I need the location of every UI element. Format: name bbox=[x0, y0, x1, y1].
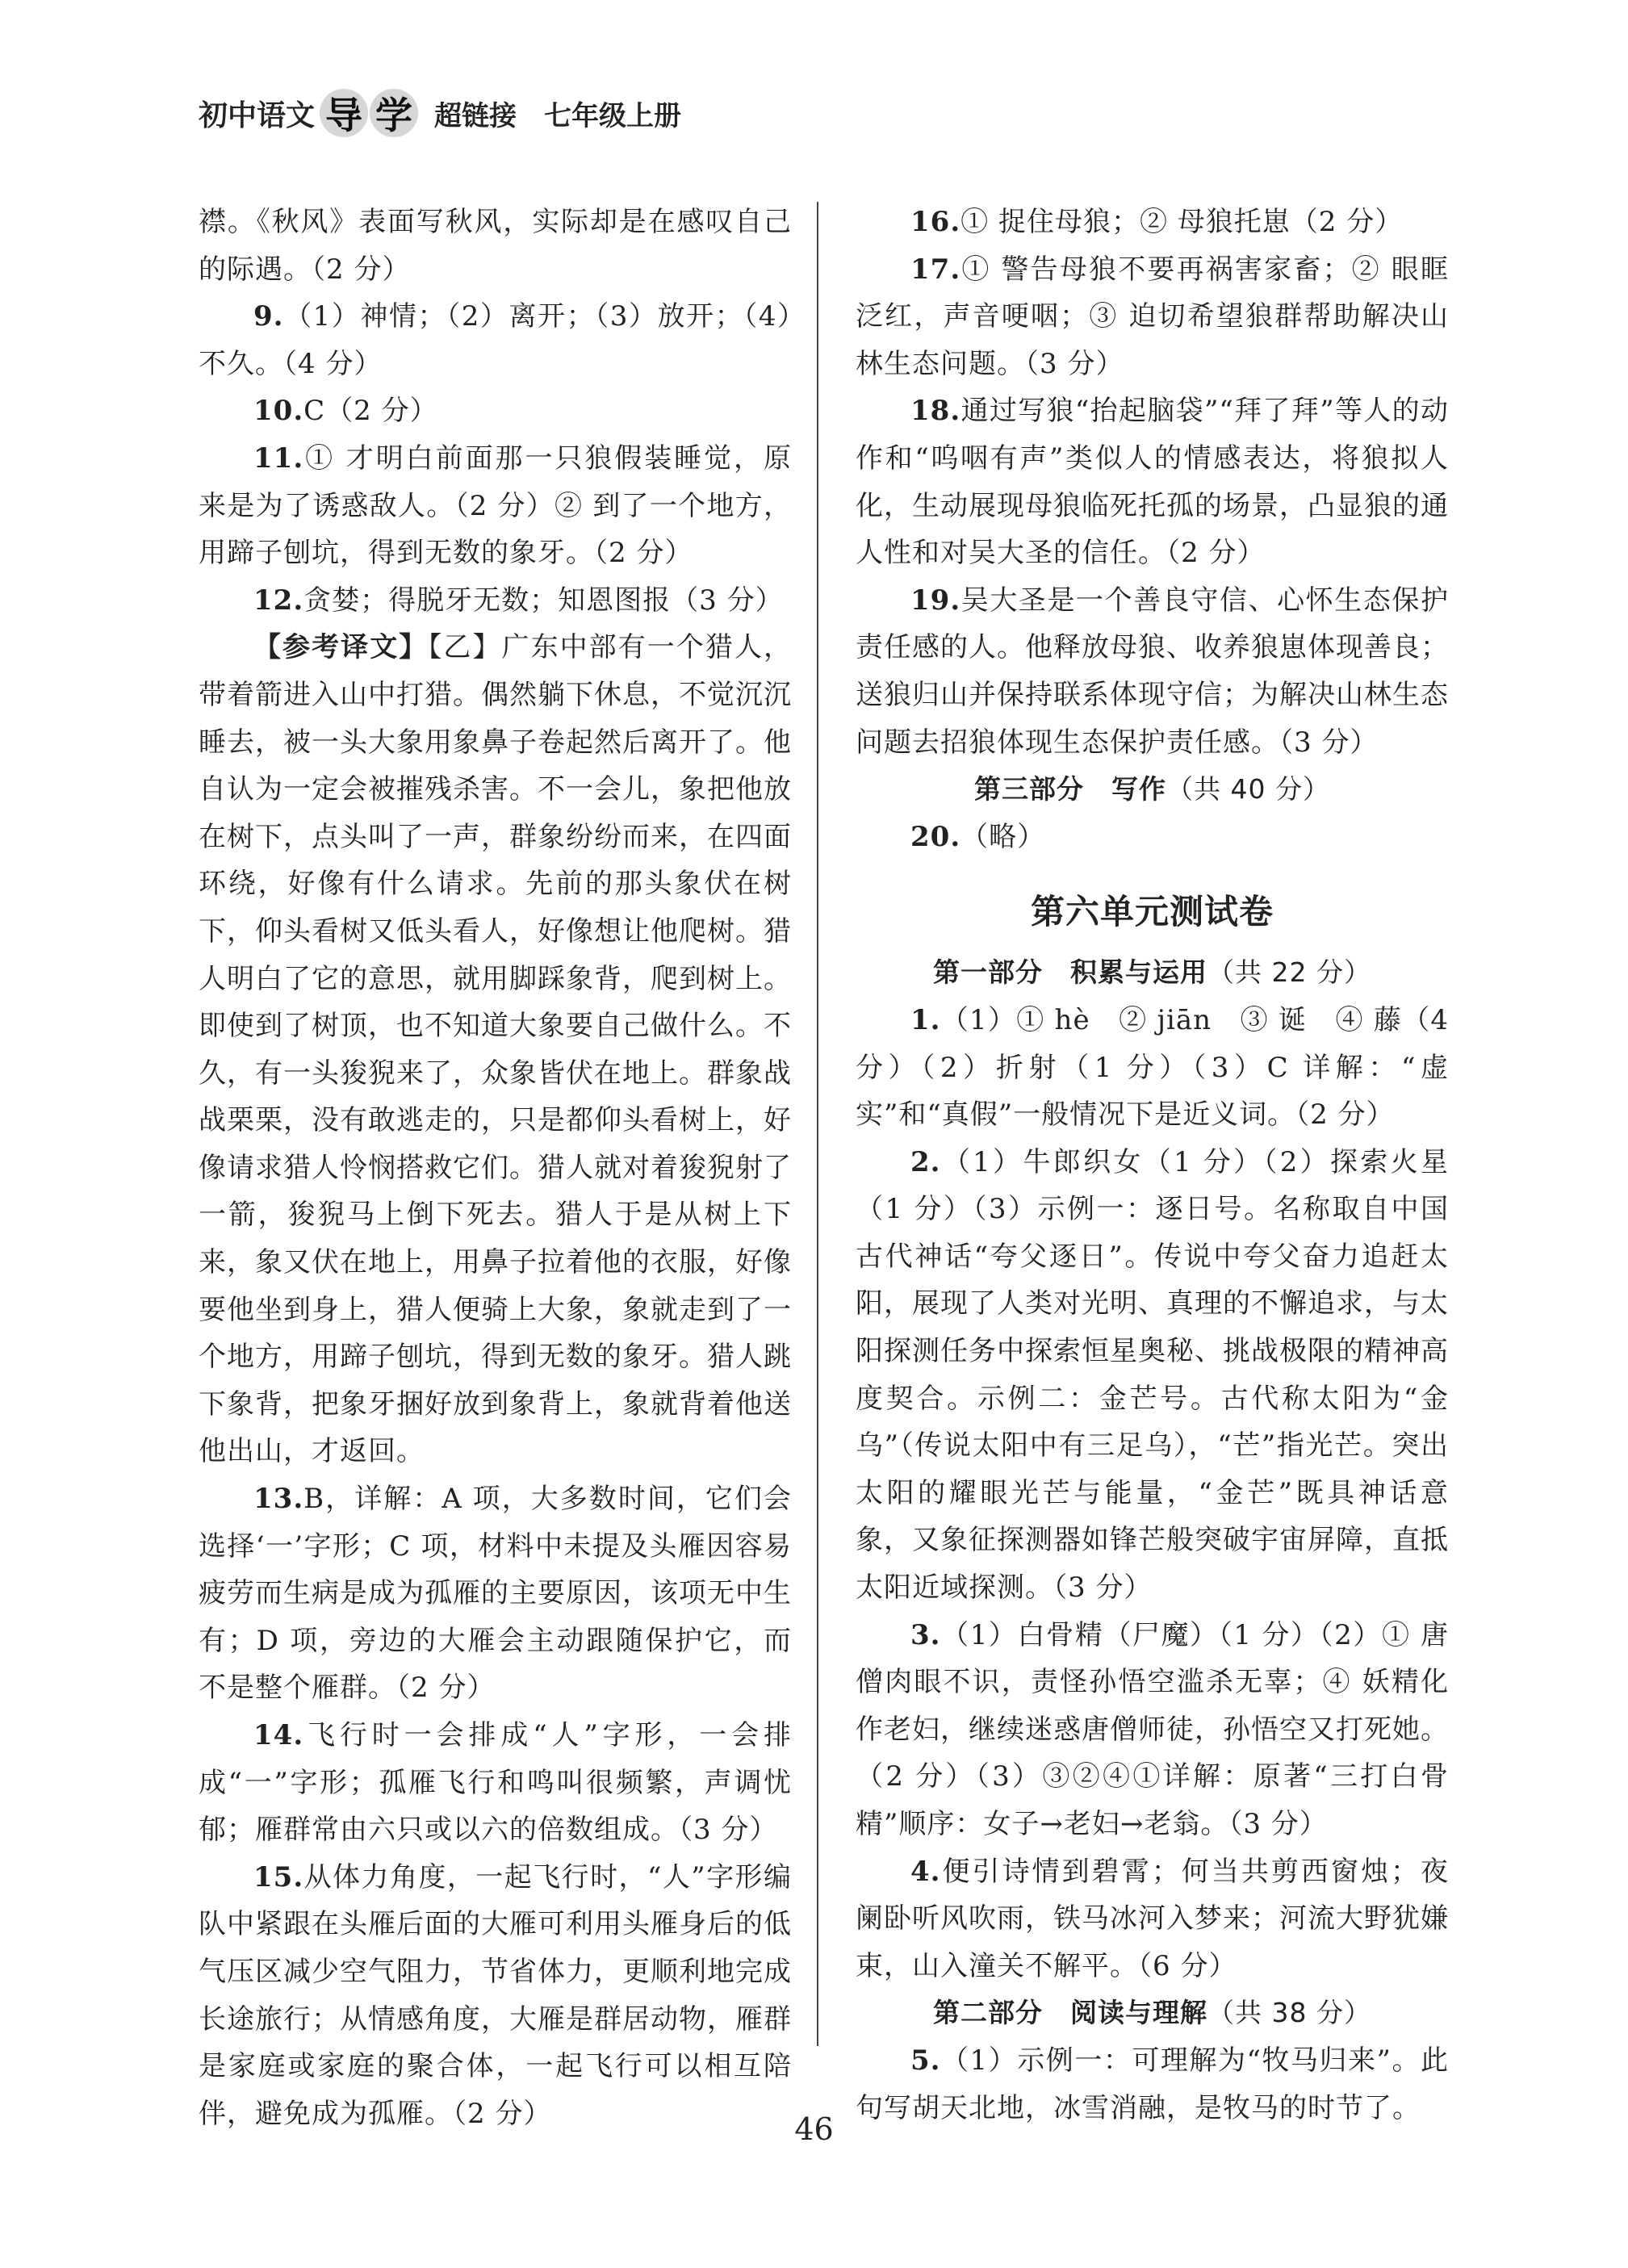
header-circle-xue: 学 bbox=[370, 89, 418, 137]
page-number: 46 bbox=[794, 2111, 834, 2147]
answer-item: 4.便引诗情到碧霄；何当共剪西窗烛；夜阑卧听风吹雨，铁马冰河入梦来；河流大野犹嫌束，山入潼关不解平。（6 分） bbox=[856, 1855, 1449, 1982]
answer-item: 9.（1）神情；（2）离开；（3）放开；（4）不久。（4 分） bbox=[199, 300, 792, 380]
header-series: 超链接 bbox=[434, 99, 517, 132]
answer-item: 10.C（2 分） bbox=[253, 395, 438, 428]
answer-item: 11.① 才明白前面那一只狼假装睡觉，原来是为了诱惑敌人。（2 分）② 到了一个地方，用蹄子刨坑，得到无数的象牙。（2 分） bbox=[199, 441, 792, 570]
answer-item: 5.（1）示例一：可理解为“牧马归来”。此句写胡天北地，冰雪消融，是牧马的时节了。 bbox=[856, 2044, 1449, 2124]
header-subject: 初中语文 bbox=[199, 98, 316, 132]
answer-item: 2.（1）牛郎织女（1 分）（2）探索火星（1 分）（3）示例一：逐日号。名称取自中国古代神话“夸父逐日”。传说中夸父奋力追赶太阳，展现了人类对光明、真理的不懈追求，与太阳探测任务中探索恒星奥秘、挑战极限的精神高度契合。示例二：金芒号。古代称太阳为“金乌”（传说太阳中有三足乌），“芒”指光芒。突出太阳的耀眼光芒与能量，“金芒”既具神话意象，又象征探测器如锋芒般突破宇宙屏障，直抵太阳近域探测。（3 分） bbox=[856, 1145, 1449, 1605]
answer-item: 3.（1）白骨精（尸魔）（1 分）（2）① 唐僧肉眼不识，责怪孙悟空滥杀无辜；④ 妖精化作老妇，继续迷惑唐僧师徒，孙悟空又打死她。（2 分）（3）③②④①详解：原著“三打白骨精”顺序：女子→老妇→老翁。（3 分） bbox=[856, 1618, 1449, 1840]
header-grade: 七年级上册 bbox=[544, 99, 682, 132]
left-column bbox=[199, 199, 792, 2137]
answer-item: 14.飞行时一会排成“人”字形，一会排成“一”字形；孤雁飞行和鸣叫很频繁，声调忧郁；雁群常由六只或以六的倍数组成。（3 分） bbox=[199, 1719, 792, 1847]
answer-item: 20.（略） bbox=[910, 820, 1046, 853]
answer-item: 13.B，详解：A 项，大多数时间，它们会选择‘一’字形；C 项，材料中未提及头雁因容易疲劳而生病是成为孤雁的主要原因，该项无中生有；D 项，旁边的大雁会主动跟随保护它，而不是整个雁群。（2 分） bbox=[199, 1483, 792, 1705]
unit-test-title: 第六单元测试卷 bbox=[1030, 892, 1274, 932]
answer-item: 襟。《秋风》表面写秋风，实际却是在感叹自己的际遇。（2 分） bbox=[199, 206, 792, 286]
answer-item: 1.（1）① hè ② jiān ③ 诞 ④ 藤（4 分）（2）折射（1 分）（3）C 详解：“虚实”和“真假”一般情况下是近义词。（2 分） bbox=[856, 1003, 1449, 1132]
answer-item: 18.通过写狼“抬起脑袋”“拜了拜”等人的动作和“呜咽有声”类似人的情感表达，将狼拟人化，生动展现母狼临死托孤的场景，凸显狼的通人性和对吴大圣的信任。（2 分） bbox=[856, 395, 1449, 570]
answer-item: 12.贪婪；得脱牙无数；知恩图报（3 分） bbox=[253, 584, 784, 617]
running-header bbox=[199, 81, 681, 145]
column-divider bbox=[817, 202, 818, 2046]
header-circle-dao: 导 bbox=[320, 89, 368, 137]
answer-item: 19.吴大圣是一个善良守信、心怀生态保护责任感的人。他释放母狼、收养狼崽体现善良；送狼归山并保持联系体现守信；为解决山林生态问题去招狼体现生态保护责任感。（3 分） bbox=[856, 584, 1449, 759]
answer-item: 16.① 捉住母狼；② 母狼托崽（2 分） bbox=[910, 206, 1404, 238]
answer-item: 17.① 警告母狼不要再祸害家畜；② 眼眶泛红，声音哽咽；③ 迫切希望狼群帮助解决山林生态问题。（3 分） bbox=[856, 253, 1449, 380]
section-heading-writing: 第三部分 写作（共 40 分） bbox=[974, 773, 1330, 806]
section-heading-accumulation: 第一部分 积累与运用（共 22 分） bbox=[933, 956, 1371, 989]
answer-item: 15.从体力角度，一起飞行时，“人”字形编队中紧跟在头雁后面的大雁可利用头雁身后的低气压区减少空气阻力，节省体力，更顺利地完成长途旅行；从情感角度，大雁是群居动物，雁群是家庭或家庭的聚合体，一起飞行可以相互陪伴，避免成为孤雁。（2 分） bbox=[199, 1860, 792, 2130]
reference-translation: 【参考译文】【乙】广东中部有一个猎人，带着箭进入山中打猎。偶然躺下休息，不觉沉沉睡去，被一头大象用象鼻子卷起然后离开了。他自认为一定会被摧残杀害。不一会儿，象把他放在树下，点头叫了一声，群象纷纷而来，在四面环绕，好像有什么请求。先前的那头象伏在树下，仰头看树又低头看人，好像想让他爬树。猎人明白了它的意思，就用脚踩象背，爬到树上。即使到了树顶，也不知道大象要自己做什么。不久，有一头狻猊来了，众象皆伏在地上。群象战战栗栗，没有敢逃走的，只是都仰头看树上，好像请求猎人怜悯搭救它们。猎人就对着狻猊射了一箭，狻猊马上倒下死去。猎人于是从树上下来，象又伏在地上，用鼻子拉着他的衣服，好像要他坐到身上，猎人便骑上大象，象就走到了一个地方，用蹄子刨坑，得到无数的象牙。猎人跳下象背，把象牙捆好放到象背上，象就背着他送他出山，才返回。 bbox=[199, 631, 793, 1468]
right-column bbox=[856, 199, 1449, 2132]
section-heading-reading: 第二部分 阅读与理解（共 38 分） bbox=[933, 1997, 1371, 2029]
